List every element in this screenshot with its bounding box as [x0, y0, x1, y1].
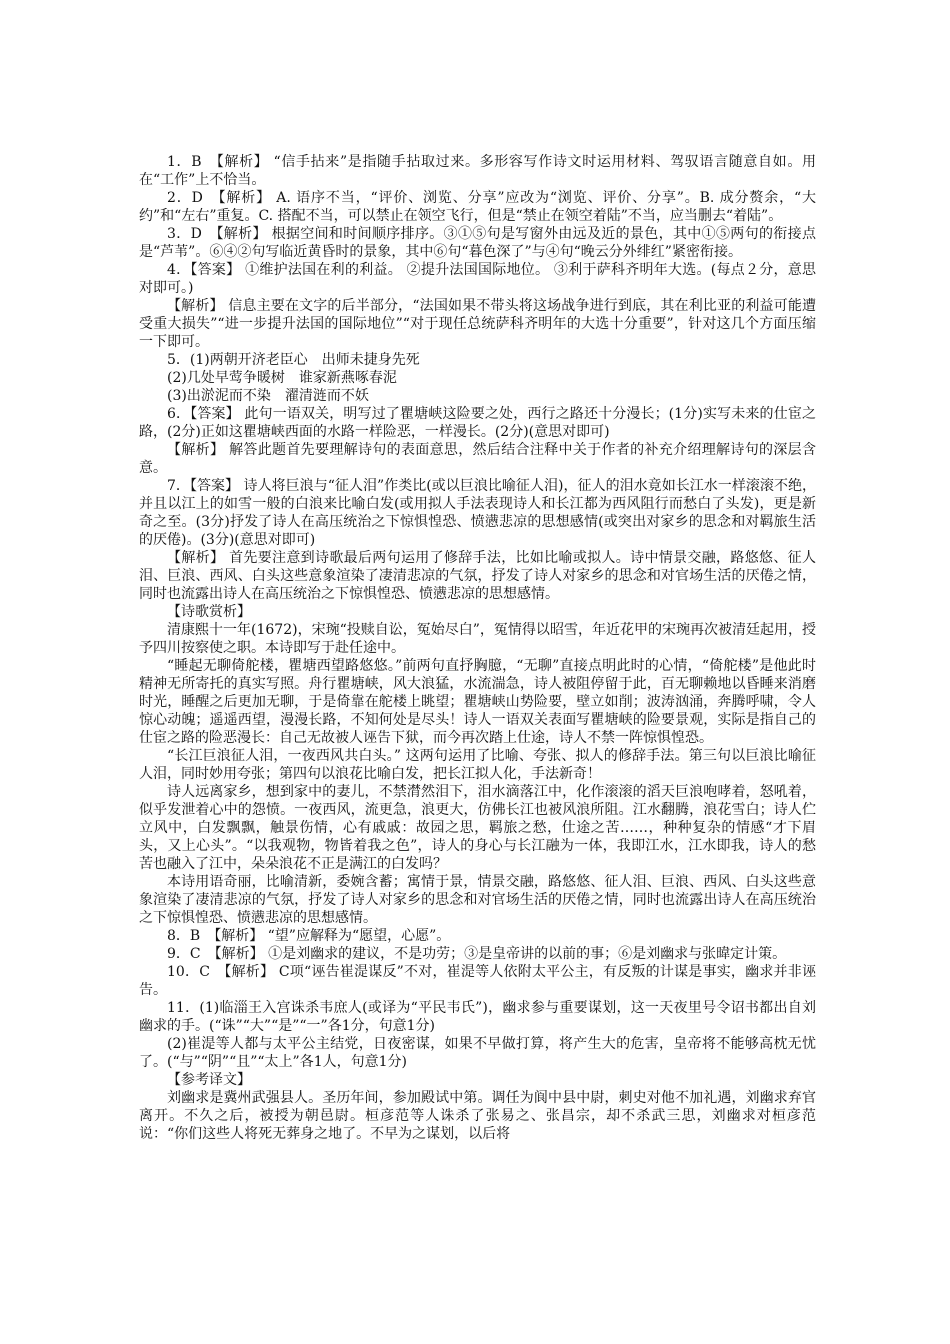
answer-5-line-1: 5．(1)两朝开济老臣心 出师未捷身先死 [167, 352, 420, 368]
answer-9: 9．C 【解析】 ①是刘幽求的建议，不是功劳；③是皇帝讲的以前的事；⑥是刘幽求与张暐定计策。 [167, 946, 787, 962]
answer-3: 3．D 【解析】 根据空间和时间顺序排序。③①⑤句是写窗外由远及近的景色，其中①⑤两句的衔接点是“芦苇”。⑥④②句写临近黄昏时的景象，其中⑥句“暮色深了”与④句“晚云分外绯红”紧密衔接。 [139, 226, 816, 260]
reference-translation-text: 刘幽求是冀州武强县人。圣历年间，参加殿试中第。调任为阆中县中尉，刺史对他不加礼遇，刘幽求弃官离开。不久之后，被授为朝邑尉。桓彦范等人诛杀了张易之、张昌宗，却不杀武三思，刘幽求对桓彦范说：“你们这些人将死无葬身之地了。不早为之谋划，以后将 [139, 1090, 816, 1142]
answer-key-text [139, 153, 816, 1143]
appreciation-para-1: 清康熙十一年(1672)，宋琬“投赎自讼，冤始尽白”，冤情得以昭雪，年近花甲的宋琬再次被清廷起用，授予四川按察使之职。本诗即写于赴任途中。 [139, 622, 816, 656]
answer-1: 1．B 【解析】 “信手拈来”是指随手拈取过来。多形容写作诗文时运用材料、驾驭语言随意自如。用在“工作”上不恰当。 [139, 154, 816, 188]
answer-5-line-3: (3)出淤泥而不染 濯清涟而不妖 [167, 388, 369, 404]
answer-8: 8．B 【解析】 “望”应解释为“愿望，心愿”。 [167, 928, 451, 944]
answer-11-part-2: (2)崔湜等人都与太平公主结党，日夜密谋，如果不早做打算，将产生大的危害，皇帝将不能够高枕无忧了。(“与”“阴”“且”“太上”各1人，句意1分) [139, 1036, 816, 1070]
poem-appreciation-heading: 【诗歌赏析】 [167, 604, 251, 620]
answer-6: 6．【答案】 此句一语双关，明写过了瞿塘峡这险要之处，西行之路还十分漫长；(1分)实写未来的仕宦之路，(2分)正如这瞿塘峡西面的水路一样险恶，一样漫长。(2分)(意思对即可) [139, 406, 816, 440]
appreciation-para-3: “长江巨浪征人泪，一夜西风共白头。” 这两句运用了比喻、夸张、拟人的修辞手法。第三句以巨浪比喻征人泪，同时妙用夸张；第四句以浪花比喻白发，把长江拟人化，手法新奇！ [139, 748, 816, 782]
answer-11-part-1: 11．(1)临淄王入宫诛杀韦庶人(或译为“平民韦氏”)，幽求参与重要谋划，这一天夜里号令诏书都出自刘幽求的手。(“诛”“大”“是”“一”各1分，句意1分) [139, 1000, 816, 1034]
answer-2: 2．D 【解析】 A. 语序不当，“评价、浏览、分享”应改为“浏览、评价、分享”。B. 成分赘余，“大约”和“左右”重复。C. 搭配不当，可以禁止在领空飞行，但是“禁止在领空着陆”不当，应当删去“着陆”。 [139, 190, 816, 224]
answer-4: 4．【答案】 ①维护法国在利的利益。 ②提升法国国际地位。 ③利于萨科齐明年大选。(每点２分，意思对即可。) [139, 262, 816, 296]
appreciation-para-2: “睡起无聊倚舵楼，瞿塘西望路悠悠。”前两句直抒胸臆，“无聊”直接点明此时的心情，“倚舵楼”是他此时精神无所寄托的真实写照。舟行瞿塘峡，风大浪猛，水流湍急，诗人被阻停留于此，百无聊赖地以昏睡来消磨时光，睡醒之后更加无聊，于是倚靠在舵楼上眺望；瞿塘峡山势险要，壁立如削；波涛汹涌，奔腾呼啸，令人惊心动魄；遥遥西望，漫漫长路，不知何处是尽头！诗人一语双关表面写瞿塘峡的险要景观，实际是指自己的仕宦之路的险恶漫长：自己无故被人诬告下狱，而今再次踏上仕途，诗人不禁一阵惊惧惶恐。 [139, 658, 816, 746]
answer-7: 7．【答案】 诗人将巨浪与“征人泪”作类比(或以巨浪比喻征人泪)，征人的泪水竟如长江水一样滚滚不绝，并且以江上的如雪一般的白浪来比喻白发(或用拟人手法表现诗人和长江都为西风阻行而愁白了头发)，更是新奇之至。(3分)抒发了诗人在高压统治之下惊惧惶恐、愤懑悲凉的思想感情(或突出对家乡的思念和对羁旅生活的厌倦)。(3分)(意思对即可) [139, 478, 816, 548]
analysis-7: 【解析】 首先要注意到诗歌最后两句运用了修辞手法，比如比喻或拟人。诗中情景交融，路悠悠、征人泪、巨浪、西风、白头这些意象渲染了凄清悲凉的气氛，抒发了诗人对家乡的思念和对官场生活的厌倦之情，同时也流露出诗人在高压统治之下惊惧惶恐、愤懑悲凉的思想感情。 [139, 550, 816, 602]
answer-10: 10．C 【解析】 C项“诬告崔湜谋反”不对，崔湜等人依附太平公主，有反叛的计谋是事实，幽求并非诬告。 [139, 964, 816, 998]
answer-5-line-2: (2)几处早莺争暖树 谁家新燕啄春泥 [167, 370, 397, 386]
reference-translation-heading: 【参考译文】 [167, 1072, 251, 1088]
analysis-4: 【解析】 信息主要在文字的后半部分，“法国如果不带头将这场战争进行到底，其在利比亚的利益可能遭受重大损失”“进一步提升法国的国际地位”“对于现任总统萨科齐明年的大选十分重要”，针对这几个方面压缩一下即可。 [139, 298, 816, 350]
appreciation-para-5: 本诗用语奇丽，比喻清新，委婉含蓄；寓情于景，情景交融，路悠悠、征人泪、巨浪、西风、白头这些意象渲染了凄清悲凉的气氛，抒发了诗人对家乡的思念和对官场生活的厌倦之情，同时也流露出诗人在高压统治之下惊惧惶恐、愤懑悲凉的思想感情。 [139, 874, 816, 926]
appreciation-para-4: 诗人远离家乡，想到家中的妻儿，不禁潸然泪下，泪水滴落江中，化作滚滚的滔天巨浪咆哮着，怒吼着，似乎发泄着心中的怨愤。一夜西风，流更急，浪更大，仿佛长江也被风浪所阻。江水翻腾，浪花雪白；诗人伫立风中，白发飘飘，触景伤情，心有戚戚：故园之思，羁旅之愁，仕途之苦……，种种复杂的情感“才下眉头，又上心头”。“以我观物，物皆着我之色”，诗人的身心与长江融为一体，我即江水，江水即我，诗人的愁苦也融入了江中，朵朵浪花不正是满江的白发吗？ [139, 784, 816, 872]
analysis-6: 【解析】 解答此题首先要理解诗句的表面意思，然后结合注释中关于作者的补充介绍理解诗句的深层含意。 [139, 442, 816, 476]
